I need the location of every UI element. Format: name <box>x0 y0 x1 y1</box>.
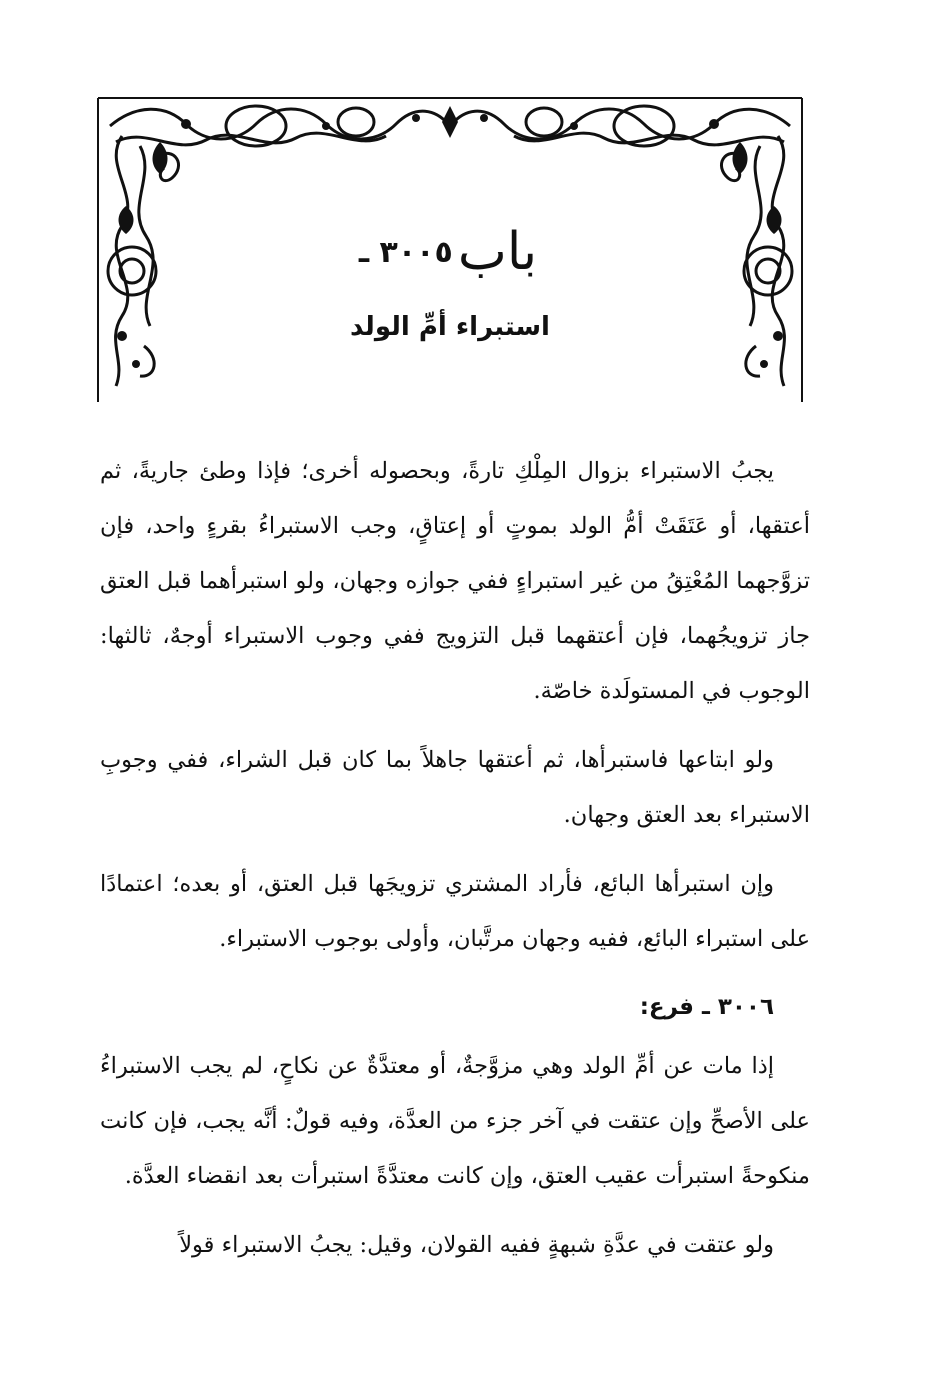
chapter-title: استبراء أمِّ الولد <box>350 312 550 342</box>
paragraph: إذا مات عن أمِّ الولد وهي مزوَّجةٌ، أو معتدَّةٌ عن نكاحٍ، لم يجب الاستبراءُ على الأصحِّ وإن عتقت في آخر جزء من العدَّة، وفيه قولٌ: أنَّه يجب، فإن كانت منكوحةً استبرأت عقيب العتق، وإن كانت معتدَّةً استبرأت بعد انقضاء العدَّة. <box>100 1053 810 1189</box>
chapter-word: باب <box>457 222 538 282</box>
paragraph: يجبُ الاستبراء بزوال المِلْكِ تارةً، وبحصوله أخرى؛ فإذا وطئ جاريةً، ثم أعتقها، أو عَتَقَتْ أمُّ الولد بموتٍ أو إعتاقٍ، وجب الاستبراءُ بقرءٍ واحد، فإن تزوَّجهما المُعْتِقُ من غير استبراءٍ ففي جوازه وجهان، ولو استبرأهما قبل العتق جاز تزويجُهما، فإن أعتقهما قبل التزويج ففي وجوب الاستبراء أوجهٌ، ثالثها: الوجوب في المستولَدة خاصّة. <box>100 458 810 704</box>
paragraph: ولو عتقت في عدَّةِ شبهةٍ ففيه القولان، وقيل: يجبُ الاستبراء قولاً <box>179 1232 774 1258</box>
section-subheading: ٣٠٠٦ ـ فرع: <box>639 994 774 1020</box>
chapter-number: ٣٠٠٥ ـ <box>358 234 453 270</box>
chapter-heading <box>230 222 670 282</box>
paragraph: ولو ابتاعها فاستبرأها، ثم أعتقها جاهلاً بما كان قبل الشراء، ففي وجوبِ الاستبراء بعد العتق وجهان. <box>100 747 810 828</box>
paragraph: وإن استبرأها البائع، فأراد المشتري تزويجَها قبل العتق، أو بعده؛ اعتمادًا على استبراء البائع، ففيه وجهان مرتَّبان، وأولى بوجوب الاستبراء. <box>100 871 810 952</box>
body-text <box>100 444 810 1273</box>
